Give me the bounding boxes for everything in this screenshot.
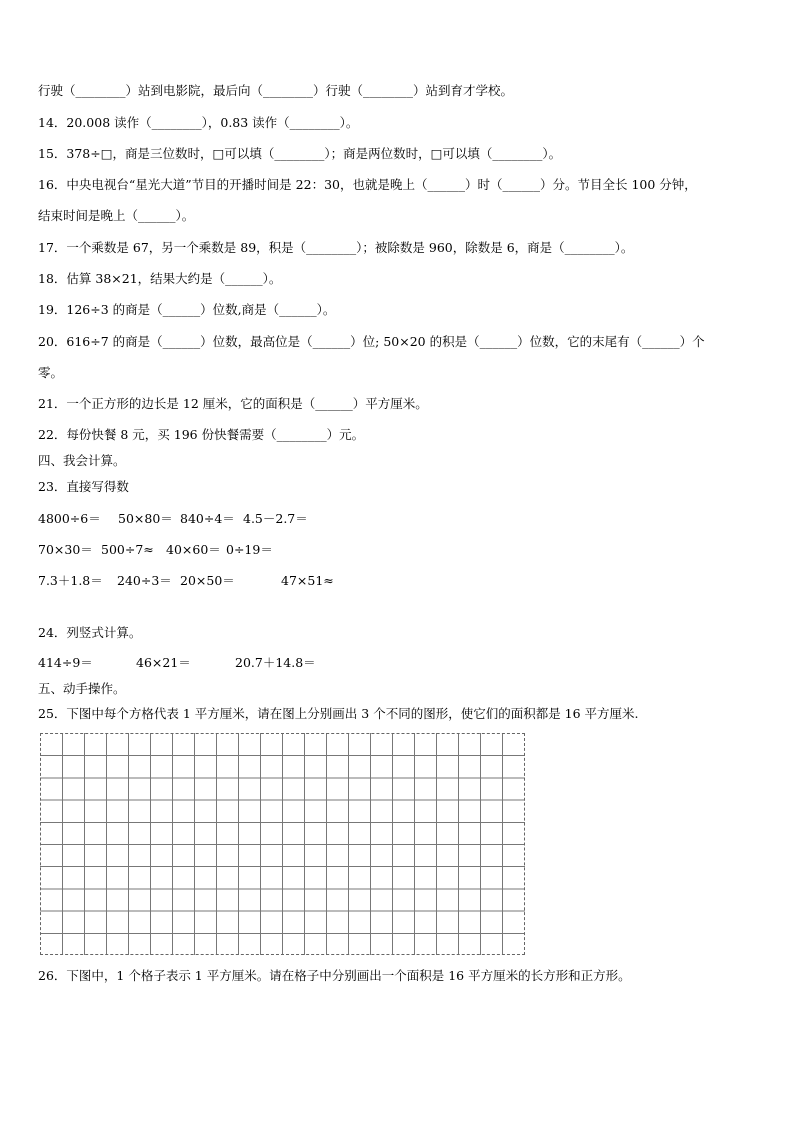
question-16-line2: 结束时间是晚上（______）。 <box>38 208 195 223</box>
calc-item: 414÷9＝ <box>38 655 93 670</box>
question-19: 19．126÷3 的商是（______）位数,商是（______）。 <box>38 302 336 317</box>
calc-item: 7.3＋1.8＝ <box>38 573 103 588</box>
calc-item: 240÷3＝ <box>117 573 172 588</box>
question-18: 18．估算 38×21，结果大约是（______）。 <box>38 271 282 286</box>
calc-item: 4.5－2.7＝ <box>243 511 308 526</box>
calc-item: 46×21＝ <box>136 655 191 670</box>
vertical-calc-row <box>38 655 316 671</box>
square-grid[interactable] <box>40 733 525 955</box>
calc-item: 40×60＝ <box>166 542 221 557</box>
question-24: 24．列竖式计算。 <box>38 625 142 640</box>
q13-continuation: 行驶（________）站到电影院，最后向（________）行驶（________）站到育才学校。 <box>38 83 514 98</box>
question-14: 14．20.008 读作（________），0.83 读作（________）。 <box>38 115 359 130</box>
calc-item: 47×51≈ <box>281 573 334 588</box>
calc-item: 4800÷6＝ <box>38 511 101 526</box>
question-25: 25．下图中每个方格代表 1 平方厘米，请在图上分别画出 3 个不同的图形，使它们的面积都是 16 平方厘米. <box>38 706 639 721</box>
calc-item: 70×30＝ <box>38 542 93 557</box>
question-26: 26．下图中，1 个格子表示 1 平方厘米。请在格子中分别画出一个面积是 16 平方厘米的长方形和正方形。 <box>38 968 631 983</box>
question-16-line1: 16．中央电视台“星光大道”节目的开播时间是 22：30，也就是晚上（______）时（______）分。节目全长 100 分钟， <box>38 177 697 192</box>
section-4-heading: 四、我会计算。 <box>38 453 126 468</box>
question-20-line1: 20．616÷7 的商是（______）位数，最高位是（______）位; 50×20 的积是（______）位数，它的末尾有（______）个 <box>38 334 705 349</box>
calc-row <box>38 511 308 527</box>
question-22: 22．每份快餐 8 元，买 196 份快餐需要（________）元。 <box>38 427 365 442</box>
calc-item: 50×80＝ <box>118 511 173 526</box>
calc-item: 500÷7≈ <box>101 542 154 557</box>
question-15: 15．378÷□，商是三位数时，□可以填（________）；商是两位数时，□可以填（________）。 <box>38 146 562 161</box>
question-17: 17．一个乘数是 67，另一个乘数是 89，积是（________）；被除数是 960，除数是 6，商是（________）。 <box>38 240 634 255</box>
calc-item: 0÷19＝ <box>226 542 273 557</box>
calc-row <box>38 573 334 589</box>
calc-row <box>38 542 273 558</box>
calc-item: 20.7＋14.8＝ <box>235 655 316 670</box>
question-21: 21．一个正方形的边长是 12 厘米，它的面积是（______）平方厘米。 <box>38 396 428 411</box>
question-20-line2: 零。 <box>38 365 64 380</box>
section-5-heading: 五、动手操作。 <box>38 681 126 696</box>
question-23: 23．直接写得数 <box>38 479 129 494</box>
calc-item: 20×50＝ <box>180 573 235 588</box>
calc-item: 840÷4＝ <box>180 511 235 526</box>
